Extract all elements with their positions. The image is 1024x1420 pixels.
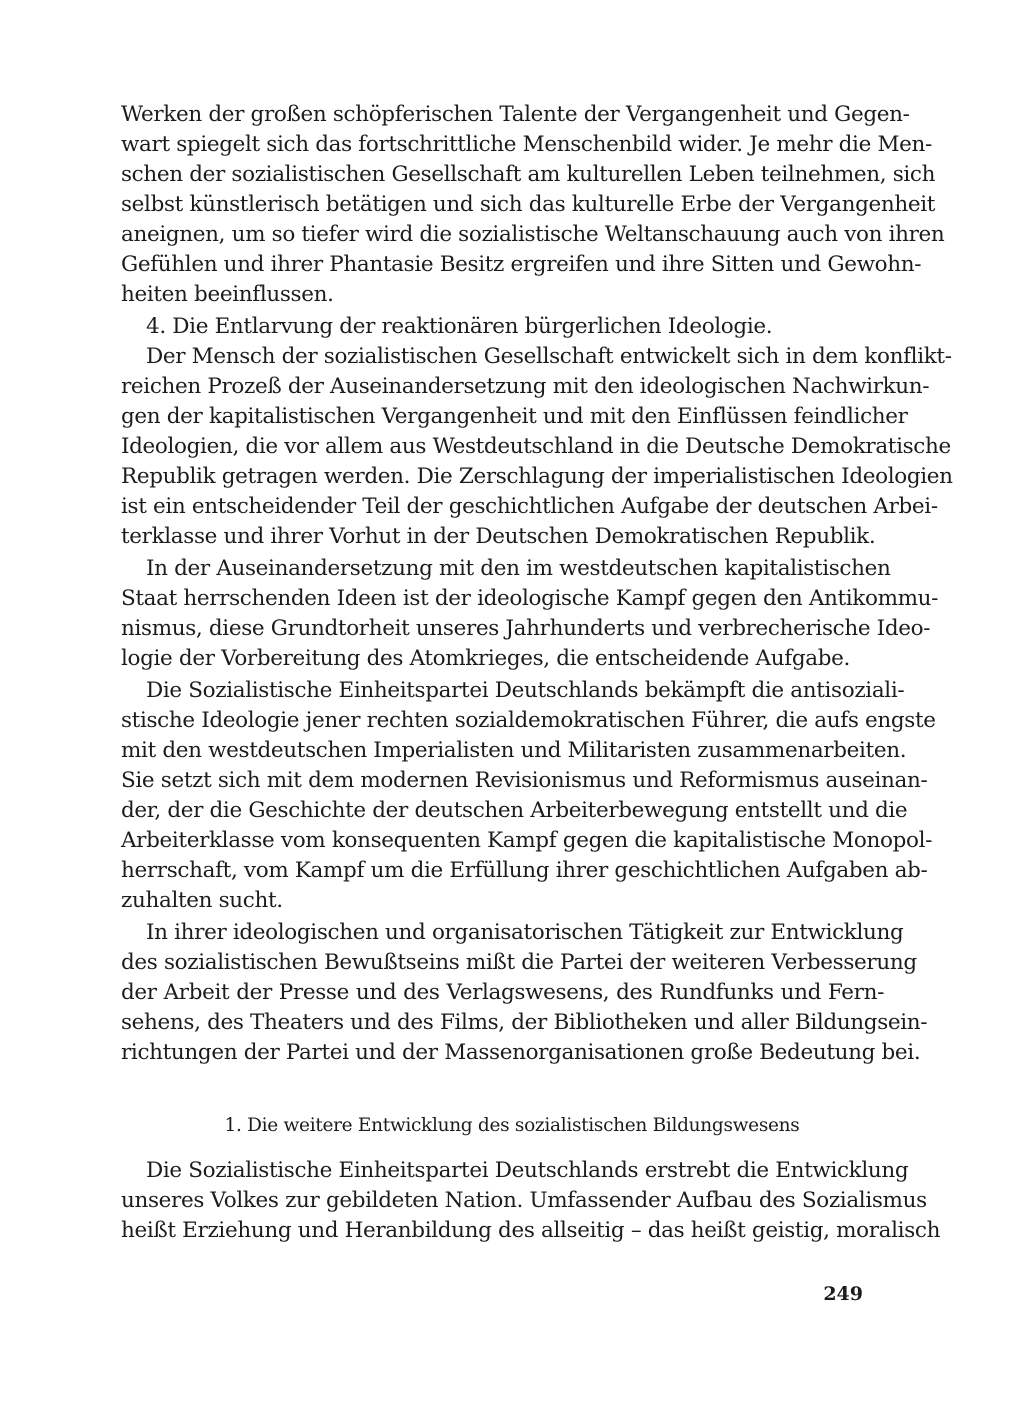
text-line: Arbeiterklasse vom konsequenten Kampf gegen die kapitalistische Monopol-: [121, 828, 933, 853]
text-line: ist ein entscheidender Teil der geschichtlichen Aufgabe der deutschen Arbei-: [121, 494, 938, 519]
text-line: zuhalten sucht.: [121, 888, 283, 913]
section-heading: 1. Die weitere Entwicklung des sozialistischen Bildungswesens: [224, 1115, 800, 1136]
text-line: mit den westdeutschen Imperialisten und Militaristen zusammenarbeiten.: [121, 738, 907, 763]
text-line: logie der Vorbereitung des Atomkrieges, die entscheidende Aufgabe.: [121, 646, 850, 671]
text-line: Gefühlen und ihrer Phantasie Besitz ergreifen und ihre Sitten und Gewohn-: [121, 252, 922, 277]
text-line: sehens, des Theaters und des Films, der Bibliotheken und aller Bildungsein-: [121, 1010, 928, 1035]
text-line: heißt Erziehung und Heranbildung des allseitig – das heißt geistig, moralisch: [121, 1218, 941, 1243]
paragraph-start: Die Sozialistische Einheitspartei Deutschlands erstrebt die Entwicklung: [146, 1158, 909, 1183]
text-line: terklasse und ihrer Vorhut in der Deutschen Demokratischen Republik.: [121, 524, 876, 549]
text-line: des sozialistischen Bewußtseins mißt die Partei der weiteren Verbesserung: [121, 950, 917, 975]
text-line: reichen Prozeß der Auseinandersetzung mit den ideologischen Nachwirkun-: [121, 374, 930, 399]
paragraph-start: Die Sozialistische Einheitspartei Deutschlands bekämpft die antisoziali-: [146, 678, 905, 703]
text-line: der Arbeit der Presse und des Verlagswesens, des Rundfunks und Fern-: [121, 980, 884, 1005]
text-line: selbst künstlerisch betätigen und sich das kulturelle Erbe der Vergangenheit: [121, 192, 936, 217]
text-line: schen der sozialistischen Gesellschaft am kulturellen Leben teilnehmen, sich: [121, 162, 936, 187]
text-line: der, der die Geschichte der deutschen Arbeiterbewegung entstellt und die: [121, 798, 908, 823]
text-line: Ideologien, die vor allem aus Westdeutschland in die Deutsche Demokratische: [121, 434, 951, 459]
text-line: Republik getragen werden. Die Zerschlagung der imperialistischen Ideologien: [121, 464, 953, 489]
text-line: unseres Volkes zur gebildeten Nation. Umfassender Aufbau des Sozialismus: [121, 1188, 927, 1213]
paragraph-start: Der Mensch der sozialistischen Gesellschaft entwickelt sich in dem konflikt-: [146, 344, 952, 369]
paragraph-start: In der Auseinandersetzung mit den im westdeutschen kapitalistischen: [146, 556, 891, 581]
text-line: Staat herrschenden Ideen ist der ideologische Kampf gegen den Antikommu-: [121, 586, 939, 611]
list-item-heading: 4. Die Entlarvung der reaktionären bürgerlichen Ideologie.: [146, 314, 773, 339]
page-number: 249: [823, 1283, 863, 1305]
text-line: aneignen, um so tiefer wird die sozialistische Weltanschauung auch von ihren: [121, 222, 945, 247]
text-line: Sie setzt sich mit dem modernen Revisionismus und Reformismus auseinan-: [121, 768, 928, 793]
text-line: heiten beeinflussen.: [121, 282, 334, 307]
text-line: wart spiegelt sich das fortschrittliche Menschenbild wider. Je mehr die Men-: [121, 132, 932, 157]
text-line: herrschaft, vom Kampf um die Erfüllung ihrer geschichtlichen Aufgaben ab-: [121, 858, 928, 883]
text-line: richtungen der Partei und der Massenorganisationen große Bedeutung bei.: [121, 1040, 921, 1065]
paragraph-start: In ihrer ideologischen und organisatorischen Tätigkeit zur Entwicklung: [146, 920, 904, 945]
text-line: nismus, diese Grundtorheit unseres Jahrhunderts und verbrecherische Ideo-: [121, 616, 931, 641]
text-line: Werken der großen schöpferischen Talente der Vergangenheit und Gegen-: [121, 102, 910, 127]
text-line: gen der kapitalistischen Vergangenheit und mit den Einflüssen feindlicher: [121, 404, 908, 429]
text-line: stische Ideologie jener rechten sozialdemokratischen Führer, die aufs engste: [121, 708, 936, 733]
